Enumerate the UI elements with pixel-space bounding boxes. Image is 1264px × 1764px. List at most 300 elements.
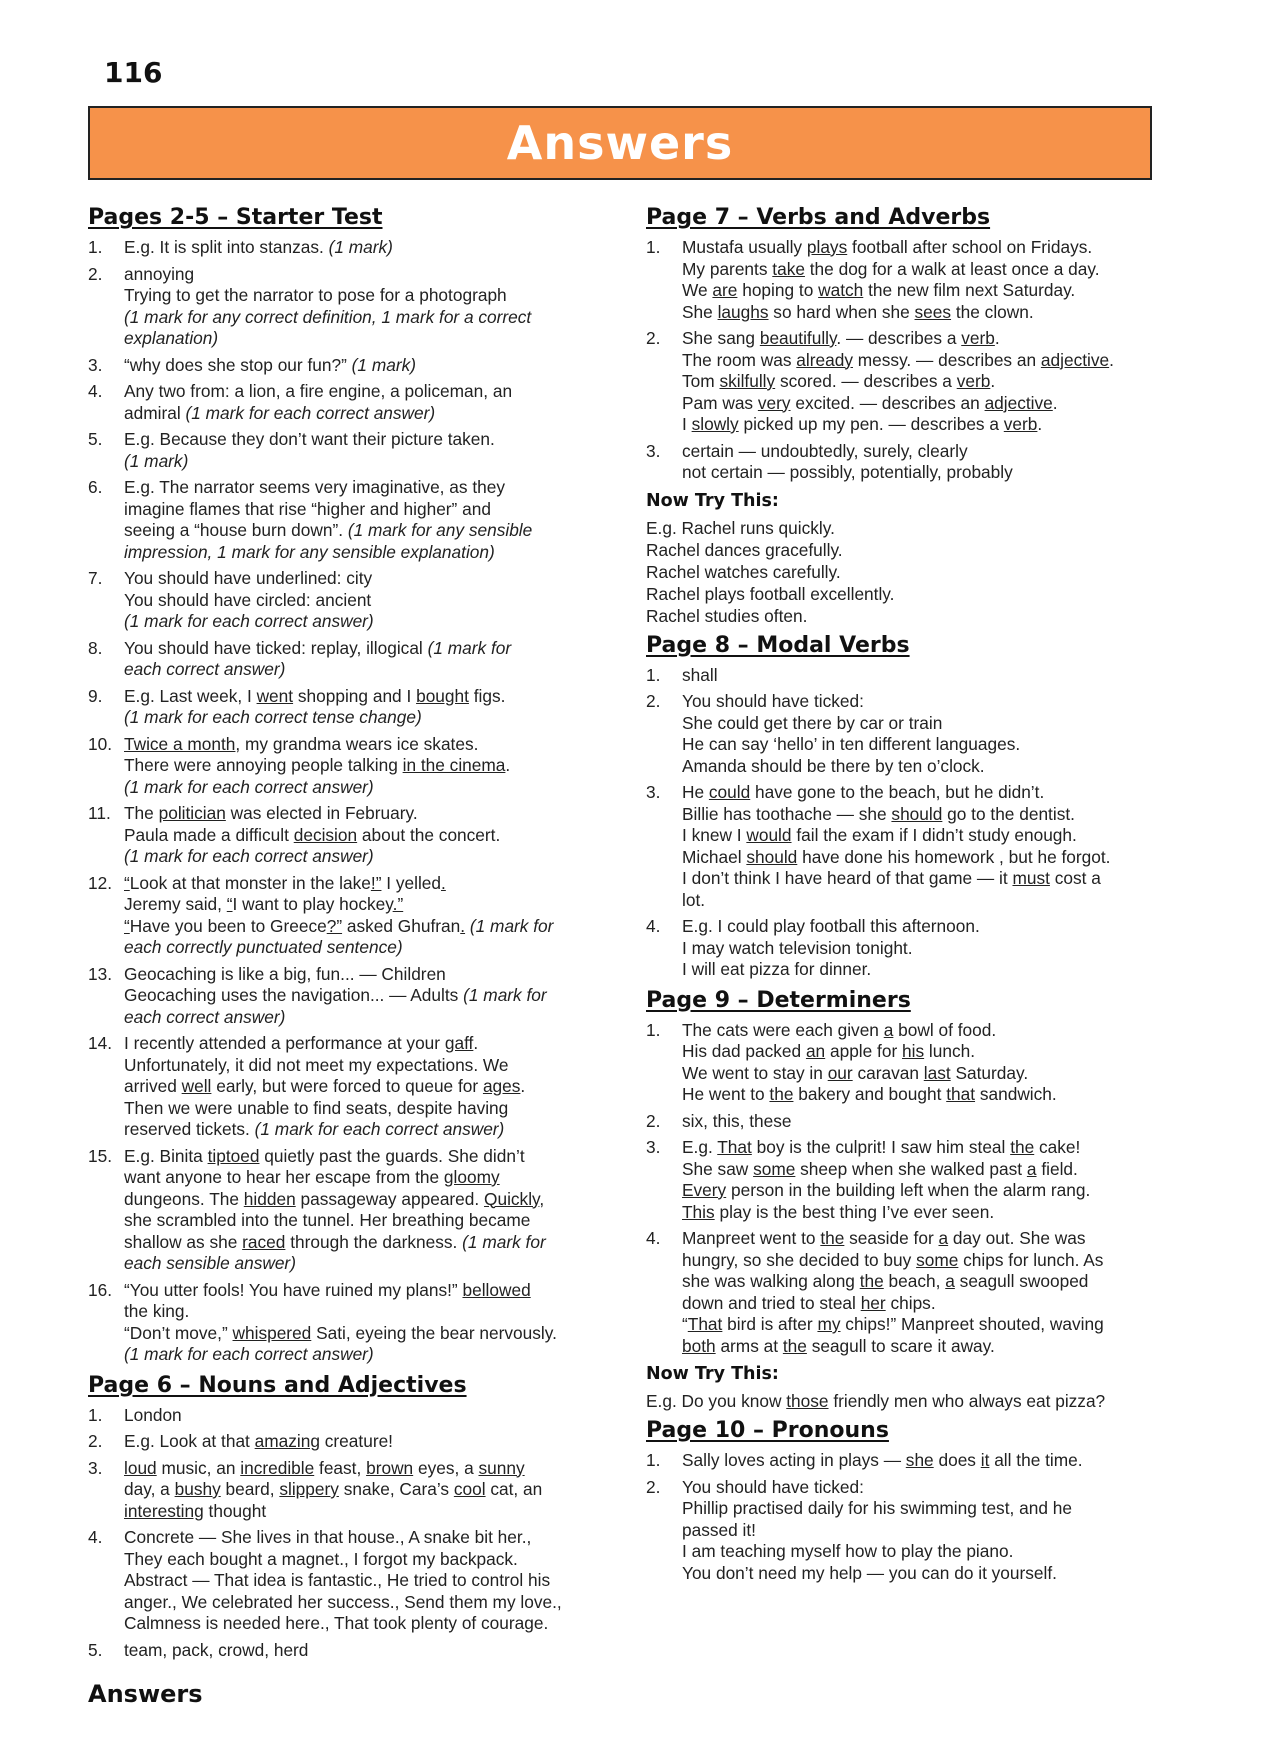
answer-text: (1 mark for each correct tense change)	[124, 707, 422, 727]
answer-text: E.g. It is split into stanzas.	[124, 237, 329, 257]
question-answer	[682, 237, 1164, 323]
answer-text: music, an	[156, 1457, 241, 1478]
answer-line	[124, 1549, 608, 1571]
answer-text: E.g. I could play football this afternoon.	[682, 916, 980, 936]
answer-line	[124, 237, 608, 259]
answer-text: bird is after	[722, 1314, 818, 1334]
answer-text: shall	[682, 664, 718, 685]
question-answer	[124, 803, 608, 868]
answer-text: certain — undoubtedly, surely, clearly	[682, 440, 968, 461]
section-title: Page 9 – Determiners	[646, 987, 911, 1013]
question-number: 2.	[646, 1476, 661, 1497]
answer-text: creature!	[319, 1431, 393, 1451]
question-item	[88, 686, 608, 729]
question-item	[88, 803, 608, 868]
answer-text: You don’t need my help — you can do it yourself.	[682, 1562, 1057, 1583]
answer-text: annoying	[124, 263, 195, 284]
answer-text: boy is the culprit! I saw him steal	[751, 1137, 1011, 1157]
answer-line	[124, 825, 608, 847]
underlined-word: .	[460, 915, 466, 936]
question-item	[88, 1405, 608, 1427]
question-item	[88, 1640, 608, 1662]
question-number: 8.	[88, 637, 103, 658]
answer-line	[124, 429, 608, 451]
section-title: Pages 2-5 – Starter Test	[88, 205, 383, 230]
answer-text: (1 mark)	[351, 354, 416, 375]
underlined-word: cool	[453, 1479, 486, 1499]
question-answer	[682, 1020, 1164, 1106]
answer-text: Manpreet went to	[682, 1228, 821, 1248]
page-number: 116	[104, 56, 163, 89]
question-item	[646, 1228, 1164, 1357]
answer-text: E.g. Last week, I	[124, 685, 257, 706]
question-answer	[124, 381, 608, 424]
underlined-word: incredible	[240, 1457, 315, 1478]
question-number: 5.	[88, 429, 103, 449]
question-answer	[124, 429, 608, 472]
answer-line	[682, 328, 1164, 350]
answer-line	[124, 1613, 608, 1635]
answer-line	[124, 1431, 608, 1453]
question-answer	[682, 1137, 1164, 1223]
answer-text: fail the exam if I didn’t study enough.	[791, 825, 1077, 845]
answer-line	[124, 873, 608, 895]
answer-text: thought	[203, 1500, 267, 1521]
answer-line	[682, 734, 1164, 756]
answer-line	[124, 916, 608, 938]
answer-text: seaside for	[844, 1228, 939, 1248]
question-item	[646, 1137, 1164, 1223]
question-number: 4.	[646, 1228, 661, 1248]
question-item	[646, 916, 1164, 981]
question-answer	[682, 441, 1164, 484]
answer-line	[682, 691, 1164, 713]
underlined-word: those	[786, 1391, 829, 1411]
answer-section	[646, 986, 1164, 1413]
answer-line	[682, 847, 1164, 869]
now-try-this-heading: Now Try This:	[646, 490, 779, 511]
answer-text: through the darkness.	[285, 1231, 463, 1252]
question-number: 2.	[646, 1110, 661, 1131]
underlined-word: a	[938, 1228, 949, 1248]
answer-text: arms at	[715, 1335, 783, 1356]
question-answer	[682, 691, 1164, 777]
question-answer	[682, 328, 1164, 436]
answer-text: Then we were unable to find seats, despite having	[124, 1097, 509, 1118]
underlined-word: verb	[1003, 414, 1038, 434]
question-number: 1.	[646, 1019, 661, 1040]
answer-text: She could get there by car or train	[682, 712, 943, 733]
underlined-word: raced	[242, 1231, 286, 1252]
section-title: Page 6 – Nouns and Adjectives	[88, 1372, 467, 1398]
answer-line	[682, 1314, 1164, 1336]
underlined-word: already	[796, 349, 853, 370]
underlined-word: it	[980, 1450, 990, 1470]
answer-line	[124, 707, 608, 729]
answer-text: .	[1037, 414, 1043, 434]
answer-line	[682, 665, 1164, 687]
answer-text: Geocaching is like a big, fun... — Children	[124, 963, 446, 984]
answer-line	[682, 350, 1164, 372]
question-item	[88, 429, 608, 472]
answer-text: hoping to	[737, 280, 819, 300]
answer-text: feast,	[314, 1457, 367, 1478]
answer-text: .	[520, 1076, 526, 1096]
answer-line	[682, 1477, 1164, 1499]
answer-text: Amanda should be there by ten o’clock.	[682, 755, 985, 776]
answer-text: each correctly punctuated sentence)	[124, 937, 403, 957]
underlined-word: loud	[124, 1457, 157, 1478]
answer-line	[124, 381, 608, 403]
answer-text: I yelled	[381, 872, 442, 893]
underlined-word: !”	[370, 872, 382, 893]
answer-text: Have you been to Greece	[129, 915, 327, 936]
question-item	[646, 1450, 1164, 1472]
underlined-word: take	[772, 258, 805, 279]
question-number: 11.	[88, 803, 111, 823]
answer-text: sandwich.	[975, 1084, 1057, 1104]
underlined-word: could	[708, 782, 751, 802]
answer-line	[682, 1084, 1164, 1106]
underlined-word: the	[859, 1271, 884, 1291]
answer-text: .	[990, 371, 996, 391]
answer-line	[124, 1458, 608, 1480]
answer-text: Pam was	[682, 392, 758, 413]
answer-text: I recently attended a performance at your	[124, 1033, 445, 1053]
answer-text: My parents	[682, 258, 773, 279]
answer-text: You should have underlined: city	[124, 568, 373, 588]
answer-text: passed it!	[682, 1519, 756, 1540]
underlined-word: she	[905, 1450, 934, 1470]
answer-text: the king.	[124, 1301, 190, 1321]
answer-line	[124, 985, 608, 1007]
answer-text: cake!	[1034, 1137, 1081, 1157]
answer-text: (1 mark for any correct definition, 1 mark for a correct	[124, 306, 532, 327]
answer-line	[124, 499, 608, 521]
answer-line	[124, 777, 608, 799]
answer-text: We went to stay in	[682, 1062, 828, 1083]
answer-text: She saw	[682, 1158, 754, 1179]
question-item	[88, 734, 608, 799]
question-number: 4.	[646, 916, 661, 936]
answer-line	[124, 1146, 608, 1168]
answer-line	[682, 302, 1164, 324]
answer-text: Abstract — That idea is fantastic., He tried to control his	[124, 1570, 551, 1590]
answer-text: (1 mark for each correct answer)	[254, 1119, 505, 1139]
answer-line	[124, 894, 608, 916]
question-item	[88, 1458, 608, 1523]
question-item	[646, 328, 1164, 436]
underlined-word: the	[1010, 1137, 1035, 1157]
answer-text: The cats were each given	[682, 1019, 884, 1040]
question-number: 1.	[646, 237, 661, 257]
underlined-word: gaff	[444, 1033, 474, 1053]
answer-line	[124, 1119, 608, 1141]
answer-text: London	[124, 1404, 182, 1425]
answer-text: chips.	[885, 1292, 936, 1313]
answer-line	[124, 1076, 608, 1098]
answer-text: snake, Cara’s	[338, 1479, 454, 1499]
answer-line	[124, 1007, 608, 1029]
answer-text: Look at that monster in the lake	[129, 872, 371, 893]
underlined-word: a	[883, 1019, 894, 1040]
question-answer	[124, 1146, 608, 1275]
answer-text: Calmness is needed here., That took plenty of courage.	[124, 1613, 549, 1633]
question-number: 3.	[646, 782, 661, 802]
answer-line	[124, 1527, 608, 1549]
underlined-word: bushy	[174, 1479, 221, 1499]
answer-text: seagull swooped	[954, 1271, 1089, 1291]
answer-section	[646, 631, 1164, 981]
question-answer	[124, 734, 608, 799]
question-number: 3.	[646, 440, 661, 461]
answer-text: the new film next Saturday.	[863, 280, 1076, 300]
answer-text: the clown.	[951, 301, 1034, 322]
underlined-word: laughs	[717, 301, 769, 322]
question-answer	[124, 568, 608, 633]
answer-text: “why does she stop our fun?”	[124, 354, 352, 375]
question-item	[88, 568, 608, 633]
underlined-word: that	[946, 1084, 976, 1104]
underlined-word: a	[945, 1271, 955, 1291]
answer-line	[682, 1063, 1164, 1085]
question-number: 6.	[88, 477, 103, 497]
answer-text: She	[682, 301, 718, 322]
answer-line	[682, 1041, 1164, 1063]
answer-text: anger., We celebrated her success., Send them my love.,	[124, 1591, 562, 1612]
answer-line	[124, 328, 608, 350]
now-try-line: Rachel watches carefully.	[646, 561, 841, 582]
answer-line	[682, 462, 1164, 484]
answer-text: so hard when she	[768, 301, 915, 322]
now-try-line	[646, 1390, 1164, 1412]
answer-text: apple for	[825, 1041, 903, 1061]
answer-line	[124, 1479, 608, 1501]
answer-text: lunch.	[924, 1041, 976, 1061]
answer-text: messy. — describes an	[852, 349, 1041, 370]
answer-text: picked up my pen. — describes a	[738, 414, 1004, 434]
now-try-line: E.g. Rachel runs quickly.	[646, 517, 835, 538]
answer-text: explanation)	[124, 328, 219, 348]
answer-line	[124, 1592, 608, 1614]
answer-text: beard,	[220, 1479, 280, 1499]
answer-section	[646, 203, 1164, 627]
answer-text: want anyone to hear her escape from the	[124, 1167, 444, 1187]
question-number: 2.	[646, 691, 661, 711]
answer-text: She sang	[682, 328, 760, 348]
answer-text: Tom	[682, 371, 720, 391]
question-item	[88, 964, 608, 1029]
question-answer	[124, 477, 608, 563]
answer-text: .	[1052, 392, 1058, 413]
answer-line	[124, 520, 608, 542]
answer-text: seagull to scare it away.	[806, 1335, 995, 1356]
answer-line	[682, 1159, 1164, 1181]
answer-text: I knew I	[682, 825, 747, 845]
answer-line	[124, 1055, 608, 1077]
answer-line	[124, 542, 608, 564]
answer-line	[124, 355, 608, 377]
question-answer	[124, 237, 608, 259]
answer-text: person in the building left when the alarm rang.	[726, 1180, 1091, 1200]
answer-text: Phillip practised daily for his swimming test, and he	[682, 1498, 1072, 1518]
question-number: 12.	[88, 872, 113, 893]
answer-text: dungeons. The	[124, 1188, 244, 1209]
answer-line	[124, 686, 608, 708]
question-answer	[682, 1450, 1164, 1472]
answer-text: .	[1109, 349, 1114, 370]
question-item	[88, 381, 608, 424]
answer-line	[124, 264, 608, 286]
answer-text: (1 mark for each correct answer)	[124, 611, 374, 631]
underlined-word: brown	[366, 1457, 414, 1478]
answer-line	[124, 755, 608, 777]
question-item	[88, 355, 608, 377]
answer-line	[124, 307, 608, 329]
answer-text: (1 mark for each correct answer)	[124, 1344, 374, 1364]
section-title: Page 8 – Modal Verbs	[646, 632, 910, 658]
answer-line	[124, 285, 608, 307]
answer-line	[682, 1498, 1164, 1520]
underlined-word: Quickly	[484, 1188, 540, 1209]
answer-line	[682, 1336, 1164, 1358]
answer-text: Concrete — She lives in that house., A snake bit her.,	[124, 1527, 532, 1547]
underlined-word: well	[181, 1076, 212, 1096]
answer-text: Billie has toothache — she	[682, 803, 892, 824]
answer-line	[682, 441, 1164, 463]
answer-text: You should have circled: ancient	[124, 589, 372, 610]
answer-line	[124, 590, 608, 612]
answer-text: down and tried to steal	[682, 1292, 861, 1313]
question-answer	[124, 1458, 608, 1523]
answer-line	[682, 280, 1164, 302]
answer-text: I don’t think I have heard of that game — it	[682, 868, 1013, 888]
answer-text: reserved tickets.	[124, 1119, 255, 1139]
answer-text: day out. She was	[948, 1228, 1086, 1248]
answer-text: I will eat pizza for dinner.	[682, 959, 872, 979]
answer-text: (1 mark for any sensible	[347, 520, 533, 540]
answer-text: “Don’t move,”	[124, 1322, 233, 1343]
answer-line	[124, 477, 608, 499]
underlined-word: our	[827, 1062, 853, 1083]
underlined-word: are	[712, 280, 738, 300]
banner-title: Answers	[506, 116, 734, 170]
answer-line	[124, 1640, 608, 1662]
answer-text: (1 mark for each correct answer)	[124, 846, 374, 866]
answer-line	[682, 371, 1164, 393]
answer-text: beach,	[883, 1271, 946, 1291]
answer-line	[124, 937, 608, 959]
question-item	[646, 665, 1164, 687]
question-answer	[124, 686, 608, 729]
answer-line	[124, 1098, 608, 1120]
answer-line	[124, 1210, 608, 1232]
question-answer	[124, 638, 608, 681]
question-answer	[682, 782, 1164, 911]
question-item	[646, 1111, 1164, 1133]
answer-text: I	[682, 414, 692, 434]
answer-text: caravan	[852, 1062, 924, 1083]
underlined-word: “	[226, 894, 233, 914]
answer-text: I may watch television tonight.	[682, 937, 913, 958]
answer-text: .	[994, 328, 1000, 348]
answer-text: was elected in February.	[225, 803, 418, 823]
underlined-word: ?”	[326, 915, 343, 936]
underlined-word: sunny	[478, 1457, 525, 1478]
answer-text: You should have ticked:	[682, 1476, 864, 1497]
underlined-word: whispered	[232, 1322, 312, 1343]
answer-text: (1 mark for each correct answer)	[124, 776, 374, 797]
answer-text: (1 mark)	[328, 237, 393, 257]
underlined-word: politician	[158, 803, 226, 823]
answer-text: have done his homework , but he forgot.	[797, 846, 1111, 867]
underlined-word: went	[256, 685, 294, 706]
question-item	[646, 237, 1164, 323]
answer-text: I am teaching myself how to play the piano.	[682, 1541, 1014, 1561]
question-item	[88, 638, 608, 681]
underlined-word: sees	[914, 301, 952, 322]
answer-line	[682, 1271, 1164, 1293]
answer-line	[682, 959, 1164, 981]
answer-text: You should have ticked: replay, illogical	[124, 637, 428, 658]
answer-line	[124, 1232, 608, 1254]
answer-text: lot.	[682, 889, 706, 910]
underlined-word: “	[124, 872, 130, 893]
answer-section	[88, 203, 608, 1366]
answer-text: asked Ghufran	[342, 915, 461, 936]
answer-text: E.g.	[682, 1137, 718, 1157]
question-answer	[682, 1477, 1164, 1585]
answer-text: seeing a “house burn down”.	[124, 520, 348, 540]
underlined-word: hidden	[243, 1188, 296, 1209]
underlined-word: both	[682, 1335, 716, 1356]
underlined-word: amazing	[254, 1431, 320, 1451]
answer-text: chips!” Manpreet shouted, waving	[840, 1314, 1104, 1334]
answer-line	[682, 414, 1164, 436]
answer-text: He can say ‘hello’ in ten different languages.	[682, 734, 1021, 754]
answer-line	[124, 659, 608, 681]
question-number: 1.	[88, 1404, 103, 1425]
underlined-word: ages	[482, 1076, 521, 1096]
answer-text: “	[682, 1314, 688, 1334]
underlined-word: would	[746, 825, 792, 845]
answer-text: each sensible answer)	[124, 1253, 296, 1273]
answer-text: quietly past the guards. She didn’t	[259, 1145, 525, 1166]
answer-line	[646, 1390, 1164, 1412]
answer-line	[124, 1405, 608, 1427]
question-answer	[124, 1405, 608, 1427]
answer-text: field.	[1036, 1158, 1078, 1179]
answers-banner	[88, 106, 1152, 180]
footer-label: Answers	[88, 1680, 203, 1708]
answer-line	[124, 638, 608, 660]
answer-line	[682, 1250, 1164, 1272]
answer-text: eyes, a	[413, 1457, 479, 1478]
question-number: 2.	[88, 263, 103, 284]
answer-text: bowl of food.	[893, 1019, 997, 1040]
answer-text: chips for lunch. As	[958, 1249, 1104, 1270]
underlined-word: adjective	[1040, 349, 1110, 370]
answer-text: she scrambled into the tunnel. Her breathing became	[124, 1210, 531, 1230]
answer-text: (1 mark for	[427, 637, 512, 658]
question-answer	[124, 1640, 608, 1662]
underlined-word: slippery	[279, 1479, 339, 1499]
question-item	[646, 691, 1164, 777]
answer-text: Michael	[682, 846, 747, 867]
answer-text: shallow as she	[124, 1231, 243, 1252]
answer-text: (1 mark for	[462, 1231, 546, 1252]
answer-line	[682, 1180, 1164, 1202]
